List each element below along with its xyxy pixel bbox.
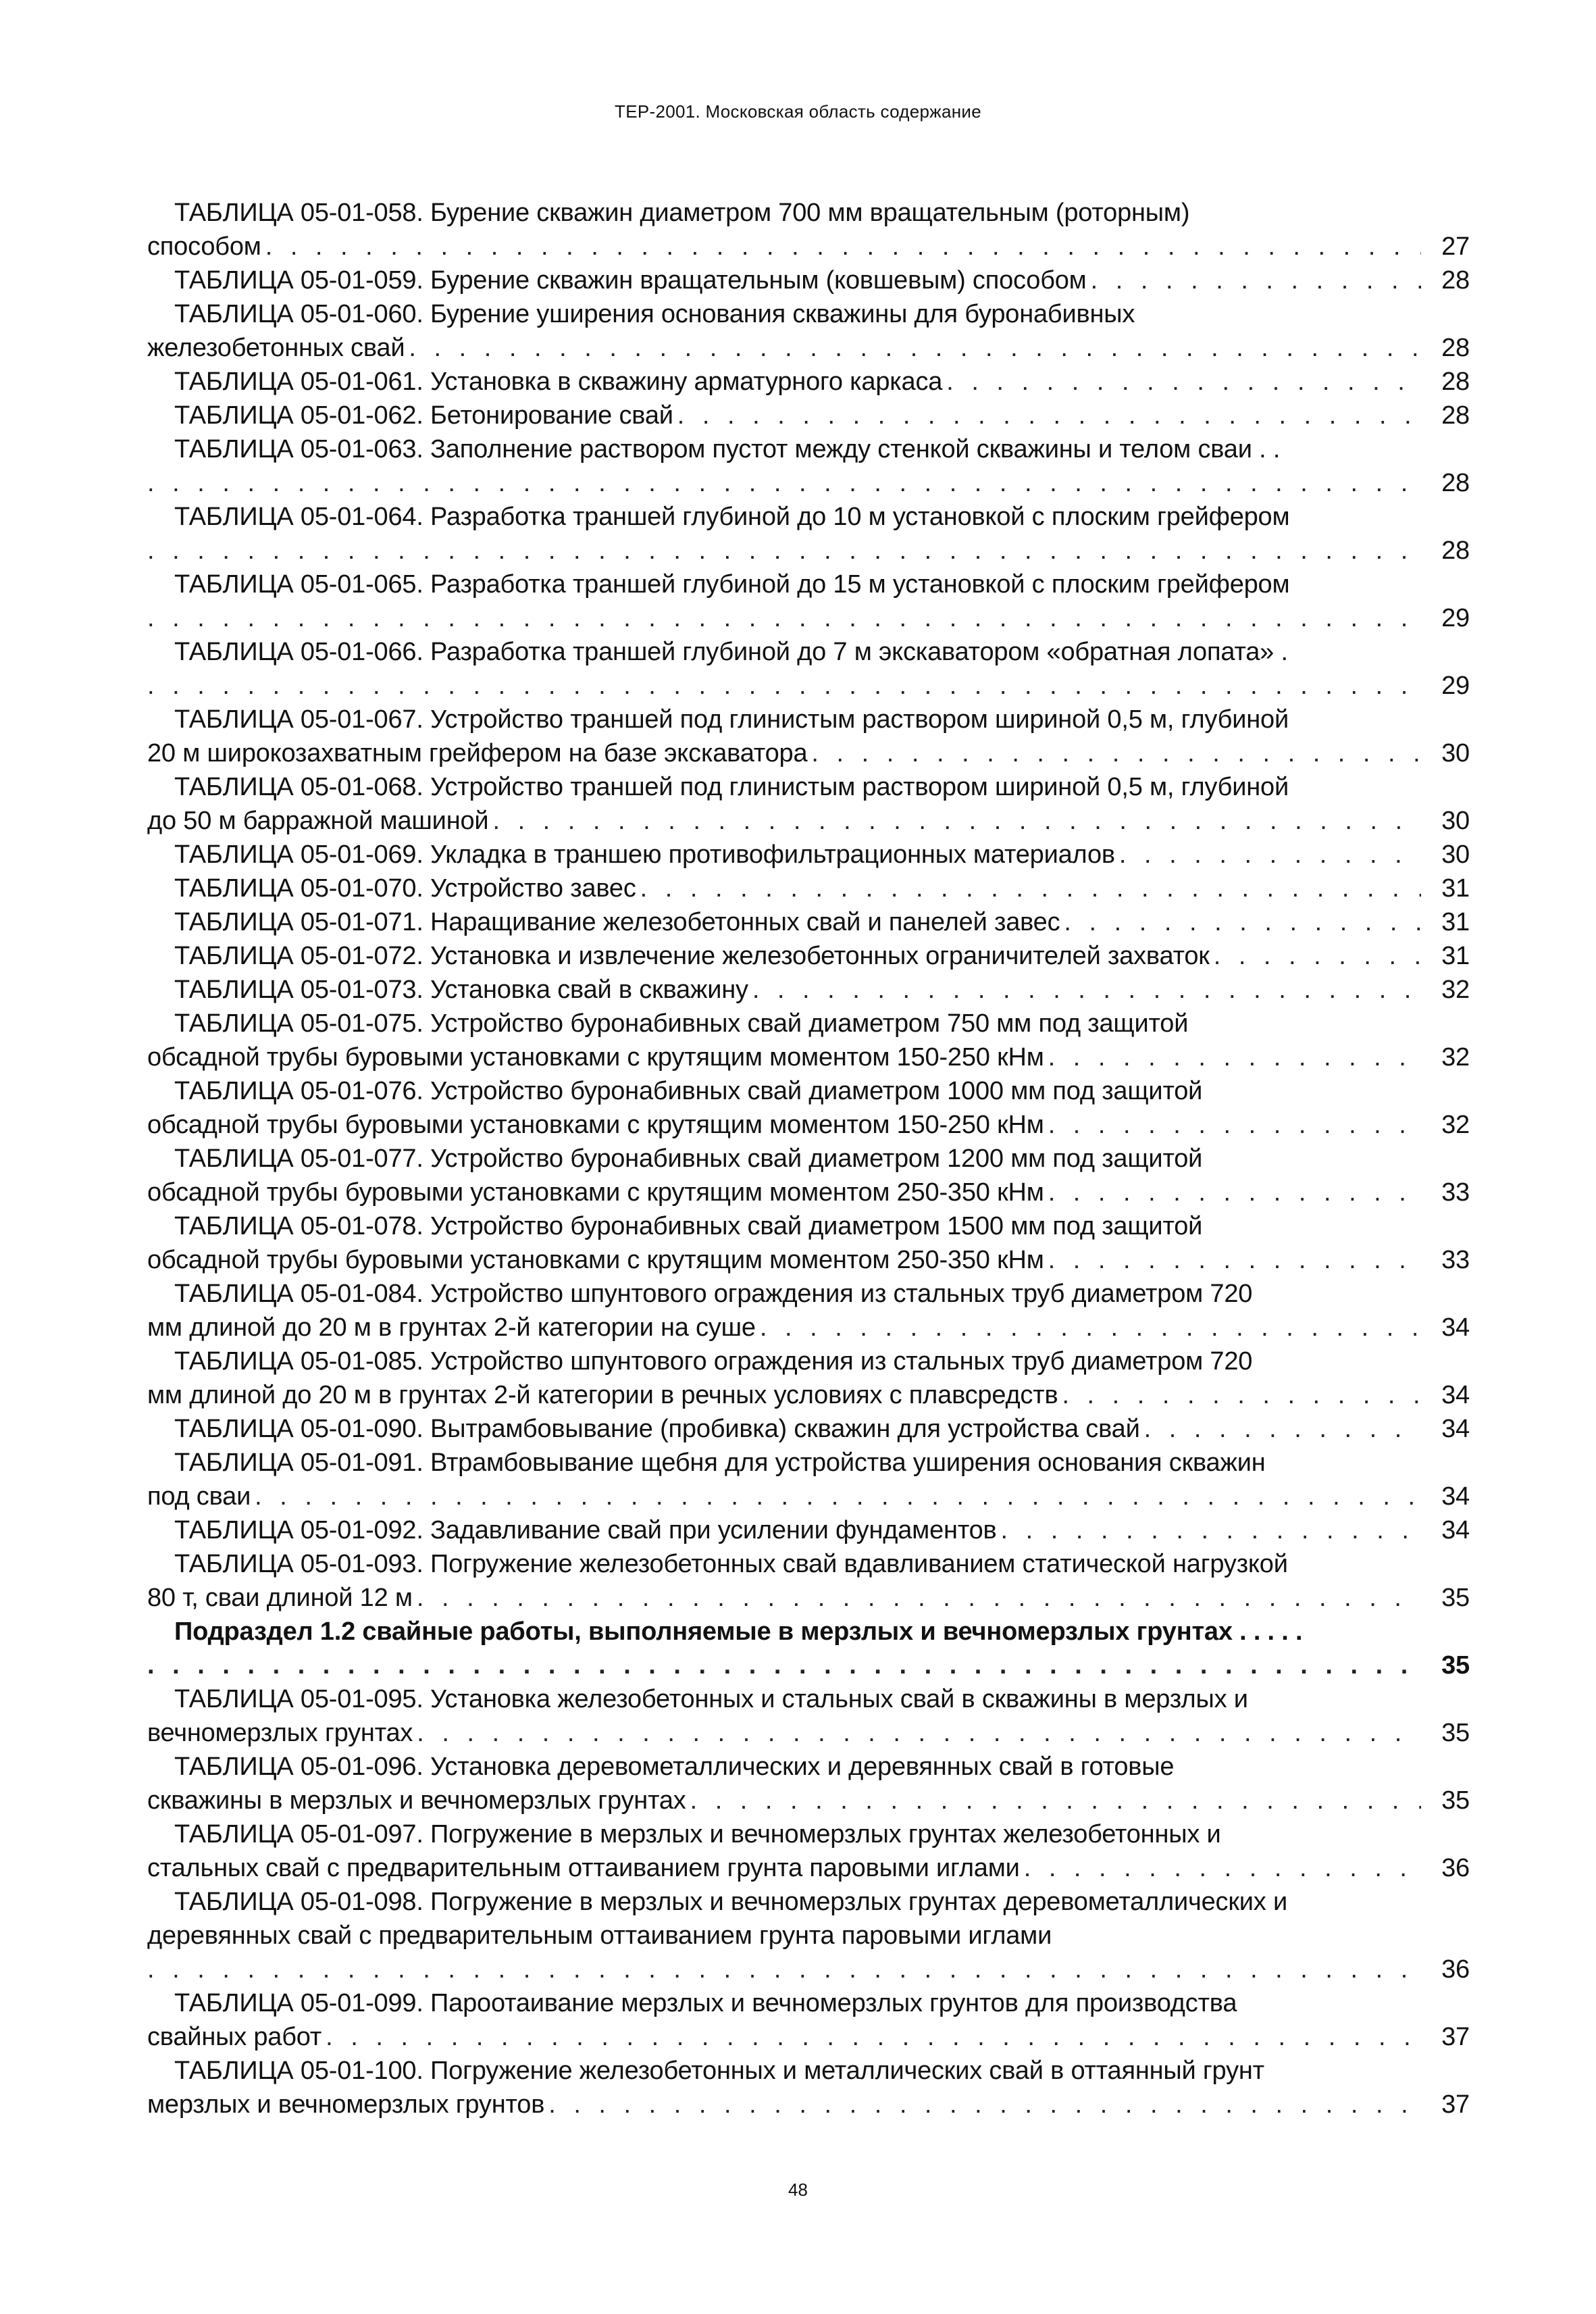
toc-page-number: 32 bbox=[1441, 1043, 1470, 1072]
toc-page-number: 34 bbox=[1441, 1516, 1470, 1544]
toc-line bbox=[147, 1784, 1470, 1817]
toc-line bbox=[147, 263, 1470, 297]
toc-entry-text: ТАБЛИЦА 05-01-096. Установка деревометаллических и деревянных свай в готовые bbox=[174, 1753, 1175, 1781]
toc-entry bbox=[147, 1986, 1470, 2054]
toc-entry-text: до 50 м барражной машиной bbox=[147, 807, 489, 835]
toc-page-number: 28 bbox=[1441, 334, 1470, 362]
toc-entry-text: ТАБЛИЦА 05-01-063. Заполнение раствором пустот между стенкой скважины и телом сваи . . bbox=[174, 435, 1281, 463]
toc-entry-text: ТАБЛИЦА 05-01-071. Наращивание железобетонных свай и панелей завес bbox=[174, 908, 1060, 936]
toc-entry bbox=[147, 365, 1470, 399]
dot-leader bbox=[326, 2020, 1421, 2054]
toc-page-number: 31 bbox=[1441, 908, 1470, 936]
toc-line bbox=[147, 466, 1470, 500]
toc-line bbox=[147, 804, 1470, 838]
toc-page-number: 31 bbox=[1441, 874, 1470, 903]
dot-leader bbox=[265, 230, 1421, 263]
toc-entry-text: 20 м широкозахватным грейфером на базе экскаватора bbox=[147, 739, 808, 768]
toc-entry-text: ТАБЛИЦА 05-01-064. Разработка траншей глубиной до 10 м установкой с плоским грейфером bbox=[174, 503, 1290, 531]
toc-line bbox=[147, 838, 1470, 872]
toc-entry bbox=[147, 1513, 1470, 1547]
toc-line bbox=[147, 1277, 1470, 1311]
toc-entry bbox=[147, 1446, 1470, 1513]
toc-page-number: 29 bbox=[1441, 672, 1470, 700]
dot-leader bbox=[548, 2088, 1421, 2121]
toc-page-number: 35 bbox=[1441, 1651, 1470, 1680]
toc-line bbox=[147, 1378, 1470, 1412]
dot-leader bbox=[147, 1649, 1421, 1682]
toc-entry bbox=[147, 1885, 1470, 1986]
toc-entry bbox=[147, 1344, 1470, 1412]
toc-line bbox=[147, 1750, 1470, 1784]
toc-entry-text: стальных свай с предварительным оттаиванием грунта паровыми иглами bbox=[147, 1854, 1020, 1882]
toc-entry-text: вечномерзлых грунтах bbox=[147, 1719, 413, 1747]
toc-entry-text: ТАБЛИЦА 05-01-090. Вытрамбовывание (пробивка) скважин для устройства свай bbox=[174, 1415, 1140, 1443]
toc-page-number: 28 bbox=[1441, 368, 1470, 396]
dot-leader bbox=[1048, 1176, 1421, 1209]
toc-page-number: 34 bbox=[1441, 1415, 1470, 1443]
toc-line bbox=[147, 1885, 1470, 1919]
toc-entry-text: ТАБЛИЦА 05-01-073. Установка свай в скважину bbox=[174, 976, 748, 1004]
toc-entry-text: мм длиной до 20 м в грунтах 2-й категории на суше bbox=[147, 1313, 756, 1342]
toc-line bbox=[147, 905, 1470, 939]
toc-entry bbox=[147, 770, 1470, 838]
dot-leader bbox=[690, 1784, 1421, 1817]
toc-page-number: 35 bbox=[1441, 1584, 1470, 1612]
toc-line bbox=[147, 2020, 1470, 2054]
toc-page-number: 32 bbox=[1441, 976, 1470, 1004]
toc-entry-text: ТАБЛИЦА 05-01-099. Пароотаивание мерзлых и вечномерзлых грунтов для производства bbox=[174, 1989, 1237, 2017]
toc-page-number: 30 bbox=[1441, 807, 1470, 835]
toc-entry-text: под сваи bbox=[147, 1482, 251, 1511]
dot-leader bbox=[677, 399, 1421, 432]
toc-page-number: 31 bbox=[1441, 942, 1470, 970]
toc-entry bbox=[147, 1615, 1470, 1682]
toc-entry bbox=[147, 838, 1470, 872]
toc-page-number: 33 bbox=[1441, 1246, 1470, 1274]
toc-entry bbox=[147, 1142, 1470, 1209]
toc-entry-text: ТАБЛИЦА 05-01-097. Погружение в мерзлых и вечномерзлых грунтах железобетонных и bbox=[174, 1820, 1221, 1848]
toc-line bbox=[147, 1176, 1470, 1209]
toc-page-number: 29 bbox=[1441, 604, 1470, 632]
toc-line bbox=[147, 669, 1470, 703]
toc-entry-text: способом bbox=[147, 232, 261, 261]
toc-entry-text: мерзлых и вечномерзлых грунтов bbox=[147, 2090, 545, 2119]
dot-leader bbox=[640, 872, 1421, 905]
page-header: ТЕР-2001. Московская область содержание bbox=[615, 101, 981, 122]
toc-page-number: 34 bbox=[1441, 1482, 1470, 1511]
toc-line bbox=[147, 1412, 1470, 1446]
dot-leader bbox=[255, 1480, 1421, 1513]
toc-entry-text: ТАБЛИЦА 05-01-061. Установка в скважину арматурного каркаса bbox=[174, 368, 943, 396]
toc-line bbox=[147, 1074, 1470, 1108]
toc-line bbox=[147, 1007, 1470, 1040]
toc-entry-text: ТАБЛИЦА 05-01-068. Устройство траншей под глинистым раствором шириной 0,5 м, глубиной bbox=[174, 773, 1289, 801]
toc-entry-text: обсадной трубы буровыми установками с крутящим моментом 150-250 кНм bbox=[147, 1043, 1044, 1072]
toc-entry-text: ТАБЛИЦА 05-01-059. Бурение скважин вращательным (ковшевым) способом bbox=[174, 266, 1087, 295]
toc-line bbox=[147, 1040, 1470, 1074]
toc-entry bbox=[147, 635, 1470, 703]
toc-line bbox=[147, 1581, 1470, 1615]
toc-line bbox=[147, 1817, 1470, 1851]
toc-entry-text: ТАБЛИЦА 05-01-062. Бетонирование свай bbox=[174, 401, 673, 430]
toc-entry-text: ТАБЛИЦА 05-01-092. Задавливание свай при усилении фундаментов bbox=[174, 1516, 997, 1544]
toc-line bbox=[147, 196, 1470, 230]
toc-page-number: 35 bbox=[1441, 1719, 1470, 1747]
dot-leader bbox=[147, 669, 1421, 703]
toc-line bbox=[147, 1547, 1470, 1581]
dot-leader bbox=[1064, 905, 1421, 939]
toc-page-number: 34 bbox=[1441, 1381, 1470, 1409]
toc-page-number: 35 bbox=[1441, 1786, 1470, 1815]
toc-entry bbox=[147, 2054, 1470, 2121]
toc-entry-text: обсадной трубы буровыми установками с крутящим моментом 250-350 кНм bbox=[147, 1178, 1044, 1207]
toc-line bbox=[147, 1851, 1470, 1885]
dot-leader bbox=[1024, 1851, 1421, 1885]
toc-entry-text: ТАБЛИЦА 05-01-100. Погружение железобетонных и металлических свай в оттаянный грунт bbox=[174, 2057, 1264, 2085]
toc-entry-text: деревянных свай с предварительным оттаиванием грунта паровыми иглами bbox=[147, 1921, 1052, 1950]
toc-page-number: 28 bbox=[1441, 536, 1470, 565]
toc-line bbox=[147, 2054, 1470, 2088]
dot-leader bbox=[1091, 263, 1421, 297]
toc-entry bbox=[147, 1074, 1470, 1142]
toc-page-number: 33 bbox=[1441, 1178, 1470, 1207]
toc-entry-text: ТАБЛИЦА 05-01-076. Устройство буронабивных свай диаметром 1000 мм под защитой bbox=[174, 1077, 1203, 1105]
toc-entry-text: скважины в мерзлых и вечномерзлых грунтах bbox=[147, 1786, 686, 1815]
toc-line bbox=[147, 1919, 1470, 1953]
toc-entry-text: ТАБЛИЦА 05-01-098. Погружение в мерзлых и вечномерзлых грунтах деревометаллических и bbox=[174, 1888, 1287, 1916]
toc-line bbox=[147, 1243, 1470, 1277]
dot-leader bbox=[1214, 939, 1421, 973]
dot-leader bbox=[946, 365, 1421, 399]
toc-line bbox=[147, 500, 1470, 534]
toc-entry bbox=[147, 1682, 1470, 1750]
toc-entry-text: ТАБЛИЦА 05-01-065. Разработка траншей глубиной до 15 м установкой с плоским грейфером bbox=[174, 570, 1290, 599]
toc-entry-text: ТАБЛИЦА 05-01-078. Устройство буронабивных свай диаметром 1500 мм под защитой bbox=[174, 1212, 1203, 1240]
dot-leader bbox=[147, 534, 1421, 568]
toc-entry bbox=[147, 872, 1470, 905]
toc-entry-text: обсадной трубы буровыми установками с крутящим моментом 250-350 кНм bbox=[147, 1246, 1044, 1274]
dot-leader bbox=[760, 1311, 1421, 1344]
toc-line bbox=[147, 635, 1470, 669]
toc-page-number: 36 bbox=[1441, 1854, 1470, 1882]
toc-page-number: 27 bbox=[1441, 232, 1470, 261]
toc-entry-text: обсадной трубы буровыми установками с крутящим моментом 150-250 кНм bbox=[147, 1111, 1044, 1139]
toc-entry bbox=[147, 432, 1470, 500]
toc-entry-text: ТАБЛИЦА 05-01-060. Бурение уширения основания скважины для буронабивных bbox=[174, 300, 1135, 328]
toc-entry-text: ТАБЛИЦА 05-01-067. Устройство траншей под глинистым раствором шириной 0,5 м, глубиной bbox=[174, 705, 1289, 734]
toc-entry bbox=[147, 1209, 1470, 1277]
toc-page-number: 30 bbox=[1441, 739, 1470, 768]
dot-leader bbox=[1048, 1040, 1421, 1074]
toc-entry bbox=[147, 568, 1470, 635]
toc-line bbox=[147, 1682, 1470, 1716]
toc-line bbox=[147, 534, 1470, 568]
dot-leader bbox=[1048, 1108, 1421, 1142]
toc-line bbox=[147, 1716, 1470, 1750]
toc-page-number: 28 bbox=[1441, 469, 1470, 497]
toc-entry bbox=[147, 1750, 1470, 1817]
toc-entry bbox=[147, 703, 1470, 770]
toc-line bbox=[147, 736, 1470, 770]
toc-entry-text: ТАБЛИЦА 05-01-066. Разработка траншей глубиной до 7 м экскаватором «обратная лопата» . bbox=[174, 638, 1288, 666]
toc-entry-text: ТАБЛИЦА 05-01-085. Устройство шпунтового ограждения из стальных труб диаметром 720 bbox=[174, 1347, 1253, 1376]
table-of-contents bbox=[147, 196, 1470, 2121]
toc-line bbox=[147, 1209, 1470, 1243]
dot-leader bbox=[417, 1716, 1421, 1750]
toc-entry-text: ТАБЛИЦА 05-01-093. Погружение железобетонных свай вдавливанием статической нагрузкой bbox=[174, 1550, 1288, 1578]
toc-entry bbox=[147, 1817, 1470, 1885]
toc-entry bbox=[147, 399, 1470, 432]
toc-entry-text: свайных работ bbox=[147, 2023, 322, 2051]
toc-line bbox=[147, 297, 1470, 331]
toc-line bbox=[147, 973, 1470, 1007]
toc-page-number: 37 bbox=[1441, 2023, 1470, 2051]
toc-entry-text: ТАБЛИЦА 05-01-072. Установка и извлечение железобетонных ограничителей захваток bbox=[174, 942, 1210, 970]
toc-page-number: 28 bbox=[1441, 266, 1470, 295]
toc-line bbox=[147, 1108, 1470, 1142]
toc-page-number: 30 bbox=[1441, 840, 1470, 869]
toc-entry-text: ТАБЛИЦА 05-01-075. Устройство буронабивных свай диаметром 750 мм под защитой bbox=[174, 1009, 1189, 1038]
toc-line bbox=[147, 1311, 1470, 1344]
toc-entry bbox=[147, 297, 1470, 365]
toc-entry bbox=[147, 1547, 1470, 1615]
dot-leader bbox=[1062, 1378, 1421, 1412]
toc-entry-text: ТАБЛИЦА 05-01-077. Устройство буронабивных свай диаметром 1200 мм под защитой bbox=[174, 1145, 1203, 1173]
toc-entry bbox=[147, 939, 1470, 973]
toc-entry-text: Подраздел 1.2 свайные работы, выполняемые в мерзлых и вечномерзлых грунтах . . . . . bbox=[174, 1617, 1303, 1646]
toc-entry-text: железобетонных свай bbox=[147, 334, 405, 362]
dot-leader bbox=[492, 804, 1421, 838]
toc-page-number: 32 bbox=[1441, 1111, 1470, 1139]
toc-line bbox=[147, 331, 1470, 365]
toc-entry-text: ТАБЛИЦА 05-01-070. Устройство завес bbox=[174, 874, 636, 903]
toc-line bbox=[147, 1446, 1470, 1480]
toc-line bbox=[147, 1953, 1470, 1986]
toc-entry-text: 80 т, сваи длиной 12 м bbox=[147, 1584, 413, 1612]
toc-line bbox=[147, 1986, 1470, 2020]
toc-line bbox=[147, 1142, 1470, 1176]
dot-leader bbox=[1119, 838, 1421, 872]
toc-entry bbox=[147, 1007, 1470, 1074]
toc-line bbox=[147, 230, 1470, 263]
toc-page-number: 37 bbox=[1441, 2090, 1470, 2119]
toc-line bbox=[147, 568, 1470, 601]
dot-leader bbox=[1144, 1412, 1421, 1446]
toc-entry-text: ТАБЛИЦА 05-01-069. Укладка в траншею противофильтрационных материалов bbox=[174, 840, 1115, 869]
dot-leader bbox=[1001, 1513, 1421, 1547]
toc-entry bbox=[147, 263, 1470, 297]
toc-line bbox=[147, 1649, 1470, 1682]
dot-leader bbox=[811, 736, 1421, 770]
toc-entry bbox=[147, 905, 1470, 939]
toc-entry bbox=[147, 1277, 1470, 1344]
toc-entry-text: ТАБЛИЦА 05-01-091. Втрамбовывание щебня для устройства уширения основания скважин bbox=[174, 1449, 1266, 1477]
toc-entry bbox=[147, 196, 1470, 263]
dot-leader bbox=[409, 331, 1421, 365]
toc-page-number: 34 bbox=[1441, 1313, 1470, 1342]
toc-entry-text: ТАБЛИЦА 05-01-095. Установка железобетонных и стальных свай в скважины в мерзлых и bbox=[174, 1685, 1248, 1713]
toc-entry bbox=[147, 500, 1470, 568]
toc-entry-text: мм длиной до 20 м в грунтах 2-й категории в речных условиях с плавсредств bbox=[147, 1381, 1058, 1409]
toc-line bbox=[147, 1513, 1470, 1547]
toc-line bbox=[147, 432, 1470, 466]
toc-line bbox=[147, 1344, 1470, 1378]
toc-line bbox=[147, 601, 1470, 635]
dot-leader bbox=[147, 466, 1421, 500]
dot-leader bbox=[752, 973, 1421, 1007]
toc-page-number: 28 bbox=[1441, 401, 1470, 430]
toc-entry bbox=[147, 1412, 1470, 1446]
toc-line bbox=[147, 365, 1470, 399]
dot-leader bbox=[147, 601, 1421, 635]
toc-entry-text: ТАБЛИЦА 05-01-084. Устройство шпунтового ограждения из стальных труб диаметром 720 bbox=[174, 1280, 1253, 1308]
dot-leader bbox=[147, 1953, 1421, 1986]
toc-line bbox=[147, 1480, 1470, 1513]
toc-line bbox=[147, 2088, 1470, 2121]
toc-line bbox=[147, 703, 1470, 736]
dot-leader bbox=[1048, 1243, 1421, 1277]
toc-entry bbox=[147, 973, 1470, 1007]
toc-page-number: 36 bbox=[1441, 1955, 1470, 1984]
toc-line bbox=[147, 939, 1470, 973]
toc-line bbox=[147, 872, 1470, 905]
dot-leader bbox=[417, 1581, 1421, 1615]
page-number: 48 bbox=[788, 2180, 808, 2200]
toc-line bbox=[147, 399, 1470, 432]
toc-line bbox=[147, 1615, 1470, 1649]
toc-line bbox=[147, 770, 1470, 804]
toc-entry-text: ТАБЛИЦА 05-01-058. Бурение скважин диаметром 700 мм вращательным (роторным) bbox=[174, 199, 1190, 227]
